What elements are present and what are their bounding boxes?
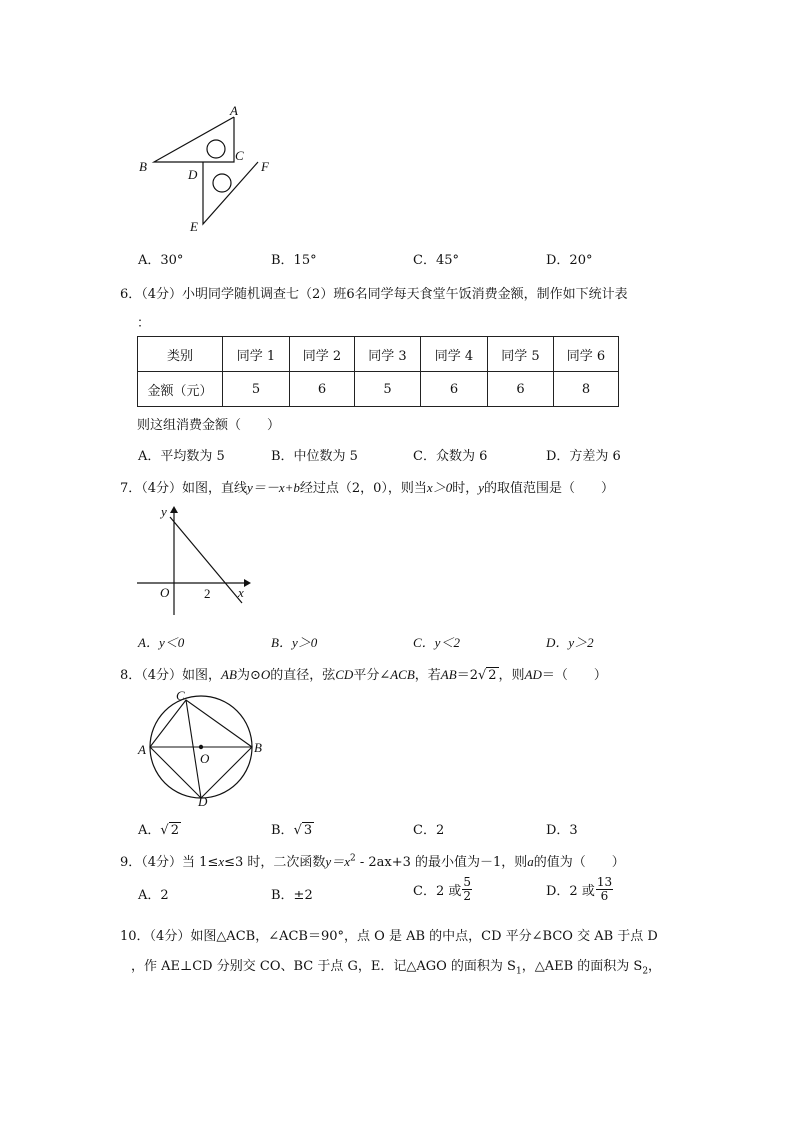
q7-stem-y: y [478, 480, 484, 495]
q9-option-b: B．±2 [271, 888, 313, 903]
q7-option-d: D．y＞2 [546, 635, 594, 650]
q8-stem-ab: AB [221, 667, 237, 682]
q7-stem-condition: x＞0 [426, 480, 453, 495]
q8-label-b: B [254, 740, 262, 755]
q6-table-cell: 5 [223, 372, 290, 407]
q8-option-a-prefix: A． [138, 823, 161, 838]
q8-stem-sqrt: √ 2 [477, 668, 497, 683]
q5-label-e: E [190, 219, 198, 234]
q6-table-header-cell: 类别 [138, 337, 223, 372]
q9-stem-a: a [527, 854, 534, 869]
q8-stem-p5: ，若 [414, 668, 441, 683]
q7-option-b: B．y＞0 [271, 635, 318, 650]
q6-table-cell: 6 [290, 372, 355, 407]
q5-option-a: A．30° [138, 253, 184, 268]
q9-option-d [546, 876, 614, 903]
q7-y-label: y [161, 504, 167, 519]
q6-table-header-cell: 同学 3 [355, 337, 421, 372]
q8-label-o: O [200, 751, 210, 766]
q8-label-d: D [198, 794, 208, 809]
q6-option-d: D．方差为 6 [546, 449, 621, 464]
q9-stem-p1: 9．（4分）当 1≤ [120, 855, 219, 870]
q8-chord-cd [186, 700, 201, 798]
q9-option-c-denominator: 2 [463, 889, 471, 903]
q9-option-d-numerator: 13 [596, 875, 613, 889]
q8-option-d: D．3 [546, 823, 578, 838]
q8-center-dot [199, 745, 203, 749]
q7-option-a: A．y＜0 [138, 635, 185, 650]
q7-option-c: C．y＜2 [413, 635, 460, 650]
q8-option-c: C．2 [413, 823, 445, 838]
q8-stem-p7: ，则 [498, 668, 525, 683]
q8-stem-p6: ＝2 [456, 668, 478, 683]
q5-option-d: D．20° [546, 253, 593, 268]
q8-option-a-sqrt: √ 2 [160, 823, 179, 838]
q9-option-d-prefix: D．2 或 [546, 884, 595, 899]
q7-stem-p1: 7．（4分）如图，直线 [120, 481, 248, 496]
q7-stem [120, 477, 614, 496]
q8-option-a-radicand: 2 [170, 823, 179, 838]
q8-stem [120, 664, 607, 683]
q7-tick-label: 2 [204, 586, 211, 601]
q7-y-arrow [170, 506, 178, 513]
q6-option-b: B．中位数为 5 [271, 449, 358, 464]
q9-option-c-fraction [462, 876, 472, 903]
q8-stem-ad: AD [524, 667, 542, 682]
q6-table-header-cell: 同学 1 [223, 337, 290, 372]
q5-lower-triangle [203, 162, 258, 224]
q8-stem-acb: ACB [390, 667, 415, 682]
q9-option-c-numerator: 5 [463, 875, 471, 889]
q6-option-c: C．众数为 6 [413, 449, 488, 464]
q8-stem-radicand: 2 [488, 668, 497, 683]
q10-line2-p1: ，作 AE⊥CD 分别交 CO、BC 于点 G，E．记△AGO 的面积为 S [131, 959, 516, 974]
q6-table-data-row [138, 372, 619, 407]
q7-stem-p2: 经过点（2，0），则当 [299, 481, 427, 496]
q10-line2-p2: ，△AEB 的面积为 S [521, 959, 643, 974]
q8-stem-p8: ＝（ ） [541, 668, 607, 683]
q5-option-c: C．45° [413, 253, 459, 268]
q9-stem-function: y＝x [325, 854, 350, 869]
q6-table-header-cell: 同学 2 [290, 337, 355, 372]
q9-option-c [413, 876, 473, 903]
q7-stem-p4: 的取值范围是（ ） [484, 481, 615, 496]
q8-stem-p2: 为⊙ [236, 668, 261, 683]
q9-option-a: A．2 [138, 888, 169, 903]
q9-stem-p4: 的值为（ ） [533, 855, 625, 870]
q6-after-text: 则这组消费金额（ ） [137, 418, 281, 433]
q8-stem-o: O [260, 667, 271, 682]
q8-stem-p1: 8．（4分）如图， [120, 668, 222, 683]
q6-table-header-cell: 同学 6 [554, 337, 619, 372]
q7-stem-equation: y＝－x+b [247, 480, 300, 495]
q5-label-c: C [235, 148, 244, 163]
q5-lower-circle [213, 174, 231, 192]
q8-label-a: A [138, 742, 146, 757]
q7-x-label: x [238, 585, 244, 600]
q8-option-b-sqrt: √ 3 [293, 823, 313, 838]
q5-label-a: A [230, 103, 238, 118]
q5-upper-circle [207, 140, 225, 158]
q9-stem-p3: - 2ax+3 的最小值为－1，则 [355, 855, 528, 870]
q8-stem-p4: 平分∠ [353, 668, 391, 683]
q6-table-header-row [138, 337, 619, 372]
q6-table-cell: 金额（元） [138, 372, 223, 407]
q9-option-c-prefix: C．2 或 [413, 884, 462, 899]
q5-figure [130, 100, 280, 240]
q10-line2-sub1: 1 [515, 966, 522, 977]
q6-stats-table [137, 336, 619, 407]
q6-table-header-cell: 同学 4 [421, 337, 488, 372]
q10-line2 [131, 955, 661, 977]
q9-stem-p2: ≤3 时，二次函数 [224, 855, 326, 870]
q6-stem-line2: ： [137, 316, 151, 331]
q10-line2-p3: ， [648, 959, 662, 974]
q7-x-arrow [244, 579, 251, 587]
q9-stem [120, 851, 625, 870]
q9-option-d-denominator: 6 [600, 889, 609, 903]
q6-option-a: A．平均数为 5 [138, 449, 225, 464]
q6-table-header-cell: 同学 5 [488, 337, 554, 372]
q9-stem-x: x [218, 854, 225, 869]
q5-label-d: D [188, 167, 198, 182]
q7-graph [130, 503, 255, 618]
q8-stem-ab2: AB [440, 667, 457, 682]
q8-stem-p3: 的直径，弦 [270, 668, 336, 683]
q7-origin-label: O [160, 585, 170, 600]
q5-label-b: B [139, 159, 147, 174]
q6-table-cell: 6 [421, 372, 488, 407]
q8-stem-cd: CD [335, 667, 354, 682]
q9-option-d-fraction [596, 876, 613, 903]
q8-option-b-prefix: B． [271, 823, 294, 838]
q8-option-a [138, 819, 181, 838]
q6-table-cell: 8 [554, 372, 619, 407]
q7-stem-p3: 时， [452, 481, 479, 496]
q5-label-f: F [261, 159, 269, 174]
q8-option-b-radicand: 3 [303, 823, 313, 838]
q8-option-b [271, 819, 314, 838]
q8-circle-figure [130, 688, 270, 813]
q5-option-b: B．15° [271, 253, 317, 268]
q10-line2-sub2: 2 [642, 966, 649, 977]
q6-stem-line1: 6．（4分）小明同学随机调查七（2）班6名同学每天食堂午饭消费金额，制作如下统计表 [120, 287, 628, 302]
q6-table-cell: 6 [488, 372, 554, 407]
q9-stem-exponent: 2 [349, 853, 356, 864]
q6-table-cell: 5 [355, 372, 421, 407]
q10-line1: 10．（4分）如图△ACB，∠ACB＝90°，点 O 是 AB 的中点，CD 平分∠BCO 交 AB 于点 D [120, 929, 658, 944]
q8-label-c: C [176, 688, 185, 703]
